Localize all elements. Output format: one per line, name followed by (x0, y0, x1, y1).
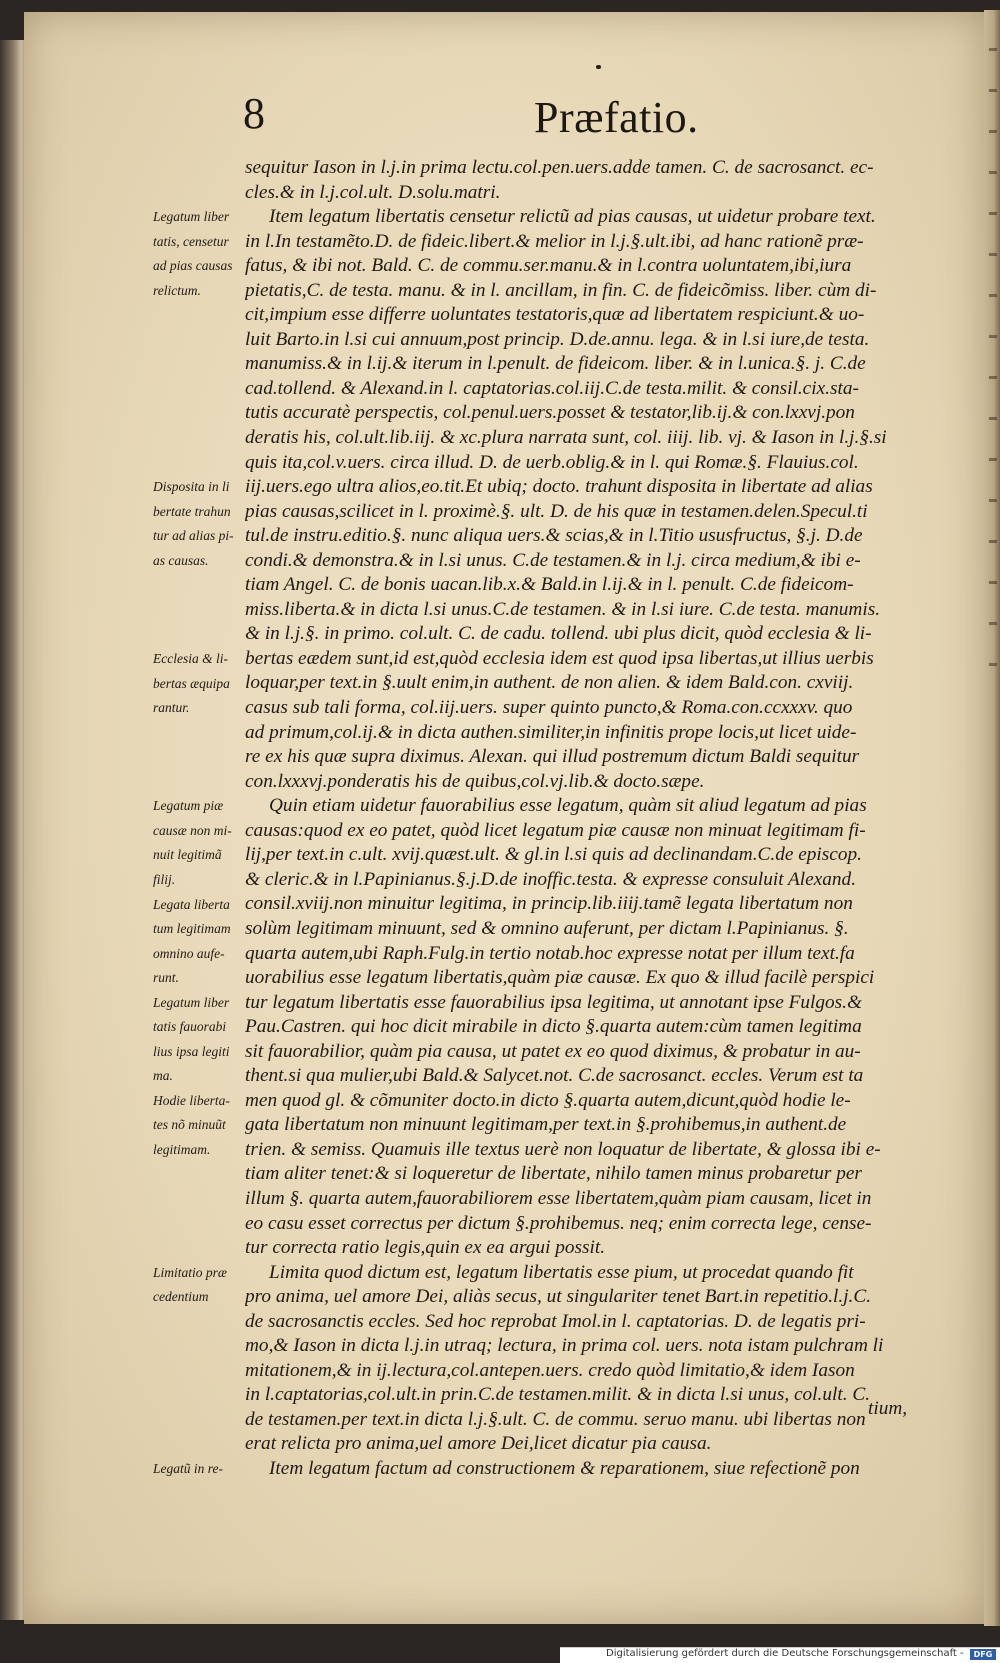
margin-note (153, 991, 245, 1089)
margin-note-line: Legata liberta (153, 896, 230, 912)
margin-note-line: ma. (153, 1068, 173, 1084)
text-line: & in l.j.§. in primo. col.ult. C. de cadu. tollend. ubi plus dicit, quòd ecclesia & li- (245, 623, 872, 645)
margin-note (153, 1261, 245, 1310)
text-line: de sacrosanctis eccles. Sed hoc reprobat Imol.in l. captatorias. D. de legatis pri- (245, 1310, 866, 1332)
printer-mark (596, 65, 601, 69)
text-line: de testamen.per text.in dicta l.j.§.ult. C. de commu. seruo manu. ubi libertas non (245, 1408, 866, 1430)
margin-note (153, 1457, 245, 1482)
margin-note-line: rantur. (153, 700, 190, 716)
margin-note (153, 794, 245, 892)
margin-note-line: Ecclesia & li- (153, 651, 228, 666)
text-line: tiam aliter tenet:& si loqueretur de libertate, nihilo tamen minus probaretur per (245, 1163, 862, 1185)
text-line: pias causas,scilicet in l. proximè.§. ult. D. de his quæ in testamen.delen.Specul.ti (245, 500, 868, 522)
margin-note-line: relictum. (153, 282, 201, 298)
text-line: thent.si qua mulier,ubi Bald.& Salycet.not. C.de sacrosanct. eccles. Verum est ta (245, 1065, 864, 1087)
text-line: lij,per text.in c.ult. xvij.quæst.ult. & gl.in l.si quis ad declinandam.C.de episcop. (245, 844, 862, 866)
text-line: quis ita,col.v.uers. circa illud. D. de uerb.oblig.& in l. qui Romæ.§. Flauius.col. (245, 451, 859, 473)
page-number: 8 (243, 89, 265, 138)
margin-note-line: omnino aufe- (153, 945, 225, 961)
margin-note-line: Legatum liber (153, 209, 230, 225)
margin-note-line: Legatũ in re- (153, 1461, 223, 1477)
text-line: iij.uers.ego ultra alios,eo.tit.Et ubiq; docto. trahunt disposita in libertate ad alias (245, 476, 873, 498)
main-text (245, 156, 930, 1482)
text-line: deratis his, col.ult.lib.iij. & xc.plura narrata sunt, col. iiij. lib. vj. & Iason in l.j.§.si (245, 427, 887, 449)
footer-credit: Digitalisierung gefördert durch die Deutsche Forschungsgemeinschaft - (606, 1648, 964, 1659)
margin-note-line: nuit legitimã (153, 847, 222, 863)
margin-note (153, 647, 245, 721)
text-line: tutis accuratè perspectis, col.penul.uers.posset & testator,lib.ij.& con.lxxvj.pon (245, 402, 855, 424)
text-line: gata libertatum non minuunt legitimam,per text.in §.prohibemus,in authent.de (245, 1114, 847, 1136)
margin-note-line: runt. (153, 970, 179, 986)
text-line: Pau.Castren. qui hoc dicit mirabile in dicto §.quarta autem:cùm tamen legitima (245, 1016, 862, 1038)
running-head: Præfatio. (534, 93, 699, 142)
text-line: in l.captatorias,col.ult.in prin.C.de testamen.milit. & in dicta l.si unus, col.ult. C. (245, 1384, 871, 1406)
margin-note-line: Disposita in li (153, 479, 230, 495)
margin-note-line: cedentium (153, 1289, 209, 1305)
text-line: ad primum,col.ij.& in dicta authen.similiter,in infinitis prope locis,ut licet uide- (245, 721, 857, 743)
text-line: illum §. quarta autem,fauorabiliorem esse libertatem,quàm piam causam, licet in (245, 1187, 872, 1209)
text-line: Limita quod dictum est, legatum libertatis esse pium, ut procedat quando fit (269, 1261, 854, 1283)
text-line: fatus, & ibi not. Bald. C. de commu.ser.manu.& in l.contra uoluntatem,ibi,iura (245, 255, 852, 277)
margin-note (153, 1089, 245, 1163)
text-line: tur legatum libertatis esse fauorabilius ipsa legitima, ut annotant ipse Fulgos.& (245, 991, 862, 1013)
text-line: loquar,per text.in §.uult enim,in authent. de non alien. & idem Bald.con. cxviij. (245, 672, 854, 694)
text-line: cad.tollend. & Alexand.in l. captatorias.col.iij.C.de testa.milit. & consil.cix.sta- (245, 377, 859, 399)
text-line: casus sub tali forma, col.iij.uers. super quinto puncto,& Roma.con.ccxxxv. quo (245, 697, 853, 719)
dfg-logo: DFG (970, 1649, 996, 1660)
margin-note (153, 205, 245, 303)
text-line: mo,& Iason in dicta l.j.in utraq; lectura, in prima col. uers. nota istam pulchram li (245, 1335, 884, 1357)
margin-note-line: Legatum piæ (153, 798, 224, 814)
text-line: Quin etiam uidetur fauorabilius esse legatum, quàm sit aliud legatum ad pias (269, 795, 867, 817)
facing-page-edge (984, 10, 1000, 1626)
text-line: manumiss.& in l.ij.& iterum in l.penult. de fideicom. liber. & in l.unica.§. j. C.de (245, 353, 866, 375)
margin-note-line: bertate trahun (153, 503, 231, 519)
text-line: Item legatum factum ad constructionem & reparationem, siue refectionẽ pon (269, 1457, 860, 1479)
margin-note-line: lius ipsa legiti (153, 1043, 230, 1059)
text-line: & cleric.& in l.Papinianus.§.j.D.de inoffic.testa. & expresse consuluit Alexand. (245, 868, 857, 890)
text-line: condi.& demonstra.& in l.si unus. C.de testamen.& in l.j. circa medium,& ibi e- (245, 549, 861, 571)
text-line: cles.& in l.j.col.ult. D.solu.matri. (245, 181, 501, 203)
margin-note-line: bertas æquipa (153, 675, 230, 691)
margin-note-line: tes nõ minuũt (153, 1117, 226, 1133)
margin-note-line: ad pias causas (153, 258, 233, 274)
text-line: consil.xviij.non minuitur legitima, in princip.lib.iiij.tamẽ legata libertatum non (245, 893, 853, 915)
text-line: con.lxxxvj.ponderatis his de quibus,col.vj.lib.& docto.sæpe. (245, 770, 705, 792)
text-line: quarta autem,ubi Raph.Fulg.in tertio notab.hoc expresse notat per illum text.fa (245, 942, 855, 964)
margin-note-line: filij. (153, 871, 176, 887)
text-line: tiam Angel. C. de bonis uacan.lib.x.& Bald.in l.ij.& in l. penult. C.de fideicom- (245, 574, 854, 596)
text-line: causas:quod ex eo patet, quòd licet legatum piæ causæ non minuat legitimam fi- (245, 819, 866, 841)
text-line: sit fauorabilior, quàm pia causa, ut patet ex eo quod diximus, & probatur in au- (245, 1040, 861, 1062)
margin-note-line: Legatum liber (153, 994, 230, 1010)
text-line: tur correcta ratio legis,quin ex ea argui possit. (245, 1237, 606, 1259)
margin-note-line: Limitatio præ (153, 1264, 227, 1280)
text-line: erat relicta pro anima,uel amore Dei,licet dicatur pia causa. (245, 1433, 712, 1455)
margin-note-line: legitimam. (153, 1141, 211, 1157)
text-line: uorabilius esse legatum libertatis,quàm piæ causæ. Ex quo & illud facilè perspici (245, 967, 875, 989)
margin-note-line: as causas. (153, 552, 209, 568)
margin-note-line: causæ non mi- (153, 822, 232, 838)
text-line: bertas eædem sunt,id est,quòd ecclesia idem est quod ipsa libertas,ut illius uerbis (245, 647, 874, 669)
margin-note-line: Hodie liberta- (153, 1092, 230, 1108)
text-line: pietatis,C. de testa. manu. & in l. ancillam, in fin. C. de fideicõmiss. liber. cùm di- (245, 279, 877, 301)
text-line: pro anima, uel amore Dei, aliàs secus, ut singulariter tenet Bart.in repetitio.l.j.C. (245, 1286, 872, 1308)
margin-note (153, 475, 245, 573)
text-line: eo casu esset correctus per dictum §.prohibemus. neq; enim correcta lege, cense- (245, 1212, 872, 1234)
text-line: sequitur Iason in l.j.in prima lectu.col.pen.uers.adde tamen. C. de sacrosanct. ec- (245, 157, 874, 178)
text-line: Item legatum libertatis censetur relictũ ad pias causas, ut uidetur probare text. (269, 206, 876, 228)
margin-note-line: tatis, censetur (153, 233, 229, 249)
text-line: re ex his quæ supra diximus. Alexan. qui illud postremum dictum Baldi sequitur (245, 746, 860, 768)
text-line: tul.de instru.editio.§. nunc aliqua uers.& scias,& in l.Titio ususfructus, §.j. D.de (245, 525, 863, 547)
text-line: trien. & semiss. Quamuis ille textus uerè non loquatur de libertate, & glossa ibi e- (245, 1138, 881, 1160)
catchword: tium, (868, 1398, 908, 1419)
text-line: men quod gl. & cõmuniter docto.in dicto §.quarta autem,dicunt,quòd hodie le- (245, 1089, 851, 1111)
text-line: cit,impium esse differre uoluntates testatoris,quæ ad libertatem respiciunt.& uo- (245, 304, 865, 326)
margin-note-line: tum legitimam (153, 921, 231, 937)
text-line: in l.In testamẽto.D. de fideic.libert.& melior in l.j.§.ult.ibi, ad hanc rationẽ præ- (245, 230, 864, 252)
text-line: mitationem,& in ij.lectura,col.antepen.uers. credo quòd limitatio,& idem Iason (245, 1359, 855, 1381)
text-line: miss.liberta.& in dicta l.si unus.C.de testamen. & in l.si iure. C.de testa. manumis. (245, 598, 881, 620)
margin-note (153, 893, 245, 991)
text-line: solùm legitimam minuunt, sed & omnino auferunt, per dictam l.Papinianus. §. (245, 917, 849, 939)
text-line: luit Barto.in l.si cui annuum,post princip. D.de.annu. lega. & in l.si iure,de testa. (245, 328, 870, 350)
margin-note-line: tur ad alias pi- (153, 528, 234, 544)
margin-note-line: tatis fauorabi (153, 1019, 227, 1035)
